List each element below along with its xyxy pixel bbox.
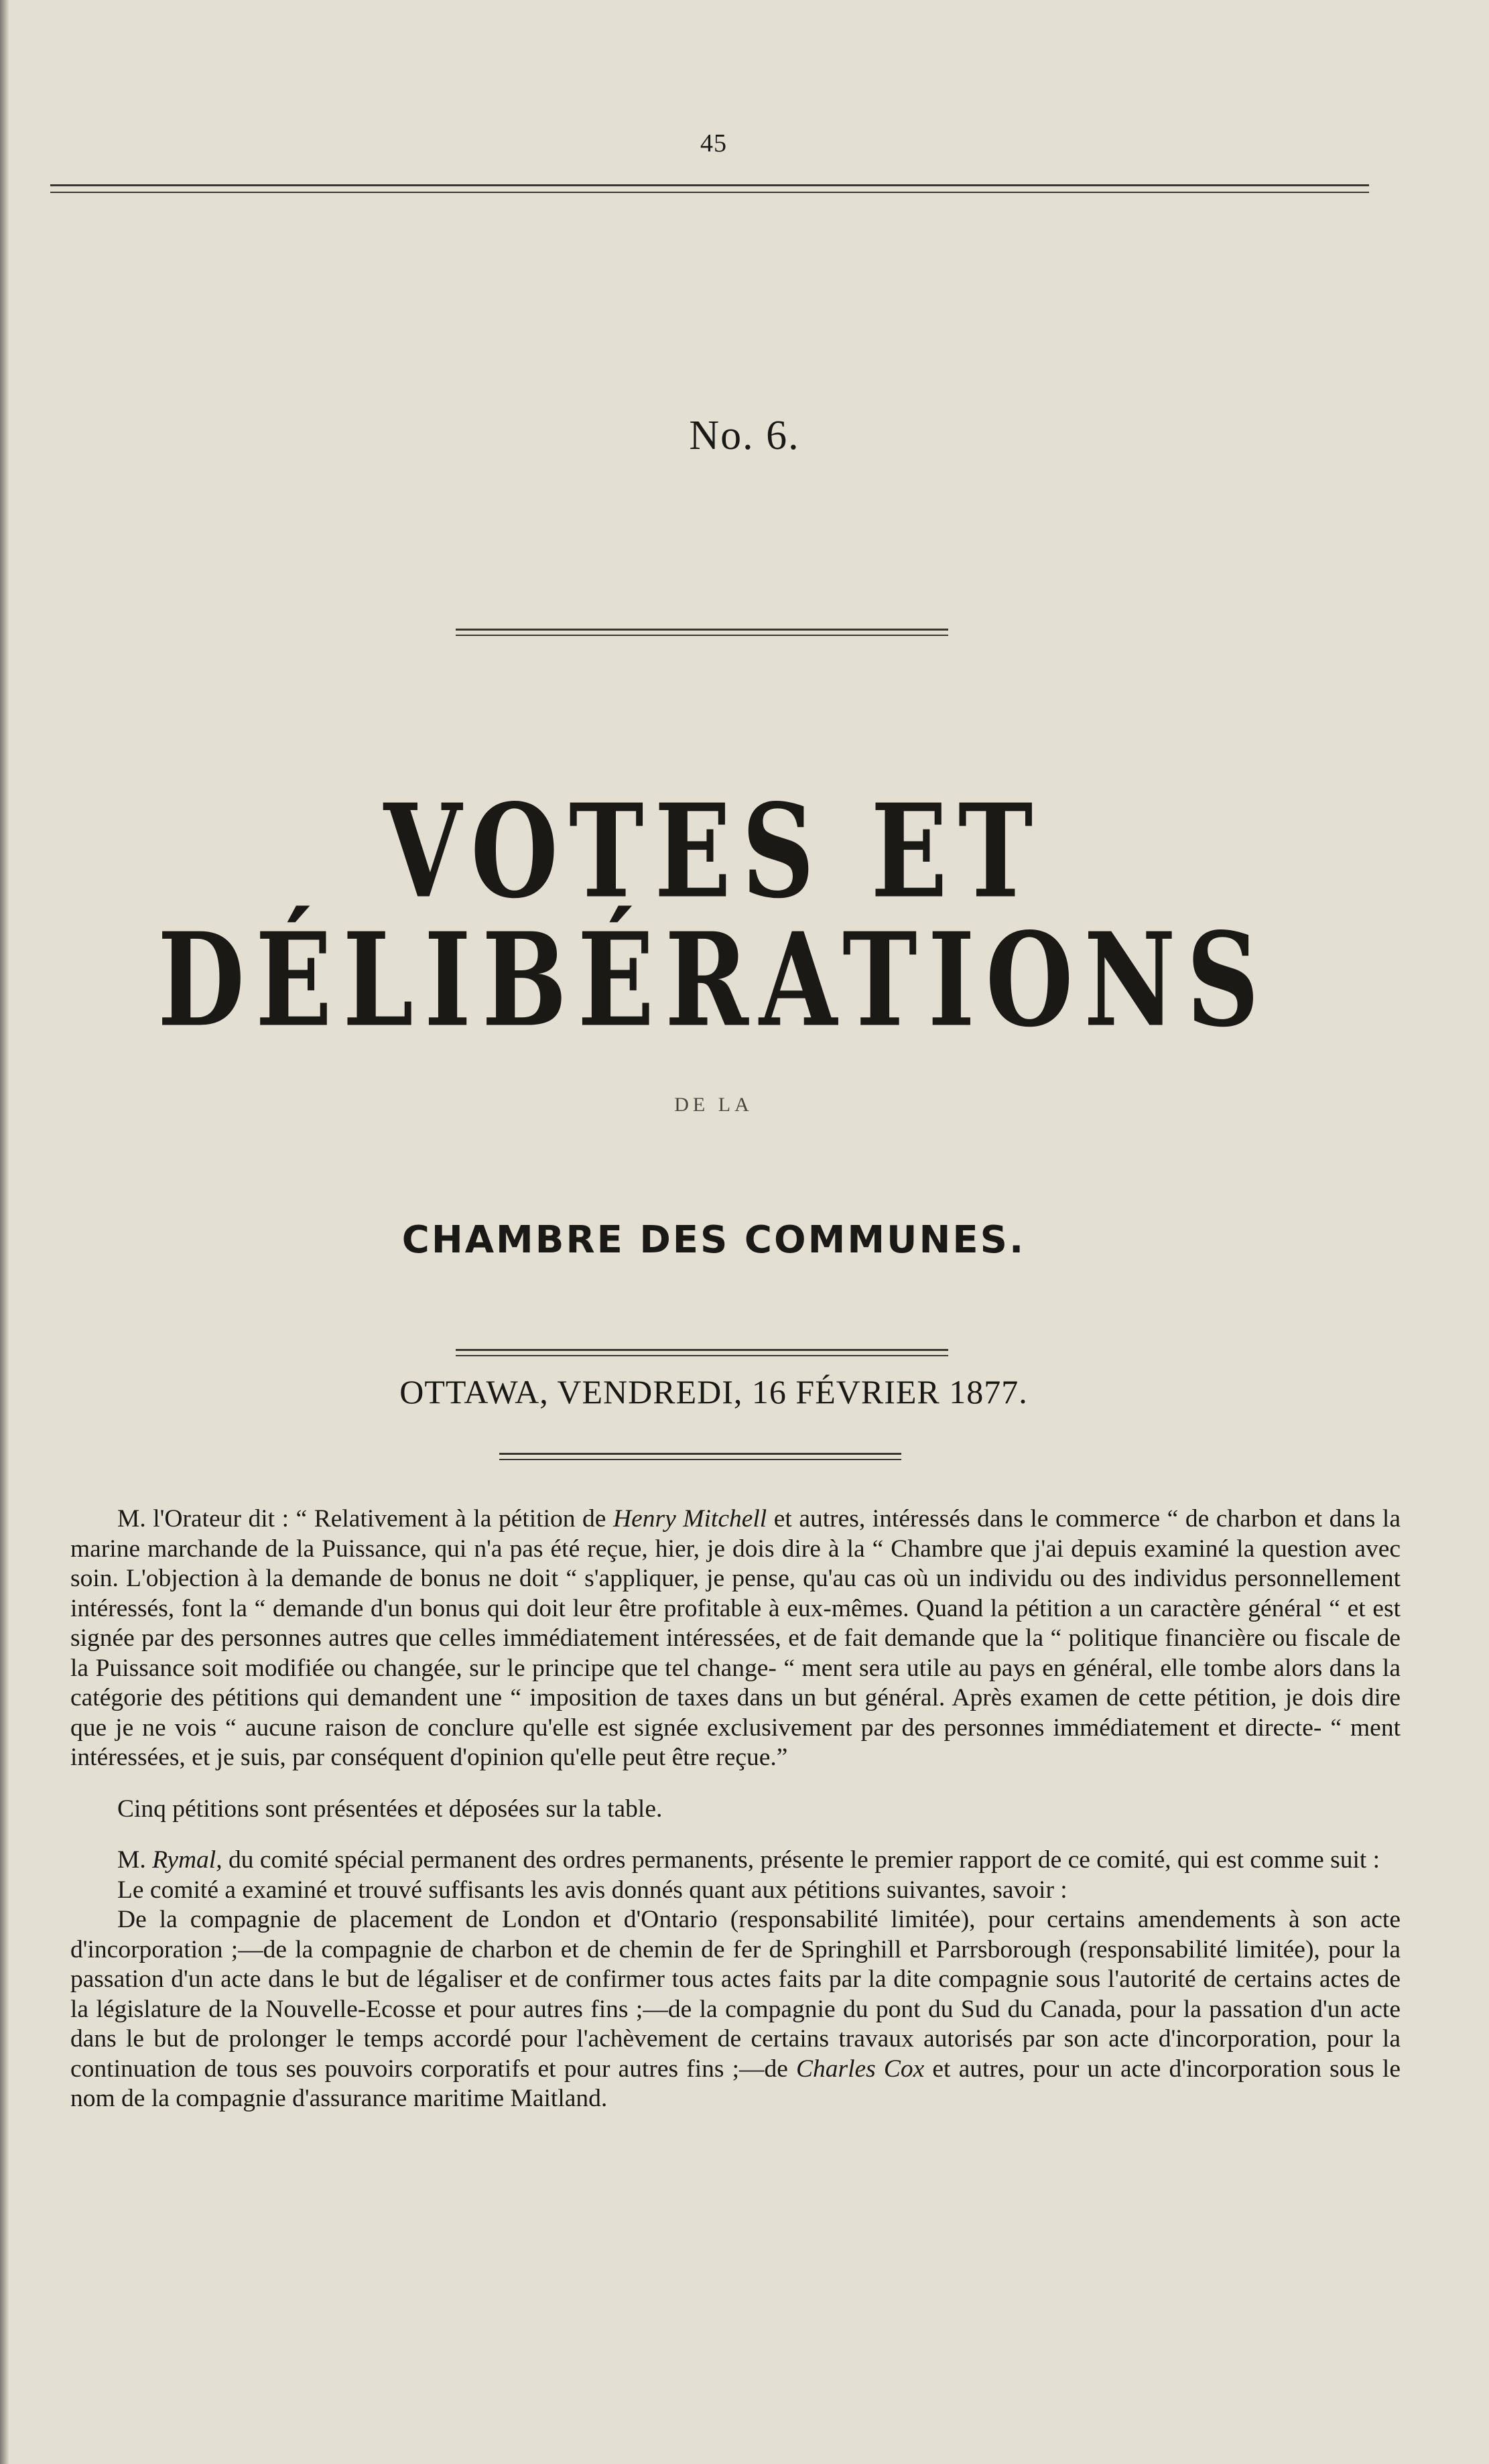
speaker-ruling-text: et autres, intéressés dans le commerce “ de charbon et dans la marine marchande de la Puissance, qui n'a pas été reçue, hier, je dois dire à la “ Chambre que j'ai depuis examiné la question avec soin. L'objection à la demande de bonus ne doit “ s'appliquer, je pense, qu'au cas où un individu ou des individus personnellement intéressés, font la “ demande d'un bonus qui doit leur être profitable à eux-mêmes. Quand la pétition a un caractère général “ et est signée par des personnes autres que celles immédiatement intéressées, et de fait demande que la “ politique financière ou fiscale de la Puissance soit modifiée ou changée, sur le principe que tel change- “ ment sera utile au pays en général, elle tombe alors dans la catégorie des pétitions qui demandent une “ imposition de taxes dans un but général. Après examen de cette pétition, je dois dire que je ne vois “ aucune raison de conclure qu'elle est signée exclusivement par des personnes immédiatement et directe- “ ment intéressées, et je suis, par conséquent d'opinion qu'elle peut être reçue.” xyxy=(70,1505,1401,1771)
speaker-intro: M. l'Orateur dit : “ Relativement à la pétition de xyxy=(117,1505,613,1533)
petitioner-name: Henry Mitchell xyxy=(613,1505,767,1533)
companies-text-end: et autres, pour un acte d'incorporation sous le nom de la compagnie d'assurance maritime Maitland. xyxy=(70,2055,1401,2112)
speaker-ruling-paragraph xyxy=(70,1504,1401,1773)
header-double-rule xyxy=(50,184,1369,193)
committee-paragraph: Le comité a examiné et trouvé suffisants les avis donnés quant aux pétitions suivantes, savoir : xyxy=(117,1876,1067,1904)
issue-number: No. 6. xyxy=(689,413,800,458)
proceedings-body xyxy=(70,1504,1401,2114)
companies-paragraph xyxy=(70,1905,1401,2114)
page-number: 45 xyxy=(700,129,727,157)
divider-rule-2 xyxy=(456,1349,948,1356)
petitions-paragraph: Cinq pétitions sont présentées et déposées sur la table. xyxy=(117,1795,663,1823)
divider-rule-1 xyxy=(456,629,948,636)
companies-text: De la compagnie de placement de London et d'Ontario (responsabilité limitée), pour certains amendements à son acte d'incorporation ;—de la compagnie de charbon et de chemin de fer de Springhill et Parrsborough (responsabilité limitée), pour la passation d'un acte dans le but de légaliser et de confirmer tous actes faits par la dite compagnie sous l'autorité de certains actes de la législature de la Nouvelle-Ecosse et pour autres fins ;—de la compagnie du pont du Sud du Canada, pour la passation d'un acte dans le but de prolonger le temps accordé pour l'achèvement de certains travaux autorisés par son acte d'incorporation, pour la continuation de tous ses pouvoirs corporatifs et pour autres fins ;—de xyxy=(70,1906,1401,2083)
main-title: VOTES ET DÉLIBÉRATIONS xyxy=(157,776,1270,1056)
petitioner-name-cox: Charles Cox xyxy=(796,2055,925,2083)
member-name: Rymal, xyxy=(152,1846,222,1874)
divider-rule-3 xyxy=(499,1453,901,1460)
dateline: OTTAWA, VENDREDI, 16 FÉVRIER 1877. xyxy=(399,1373,1028,1411)
subtitle-de-la: DE LA xyxy=(674,1094,753,1116)
rymal-prefix: M. xyxy=(117,1846,153,1874)
rymal-report-paragraph xyxy=(70,1845,1401,1876)
chamber-title: CHAMBRE DES COMMUNES. xyxy=(401,1218,1026,1262)
rymal-text: du comité spécial permanent des ordres permanents, présente le premier rapport de ce comité, qui est comme suit : xyxy=(222,1846,1380,1874)
